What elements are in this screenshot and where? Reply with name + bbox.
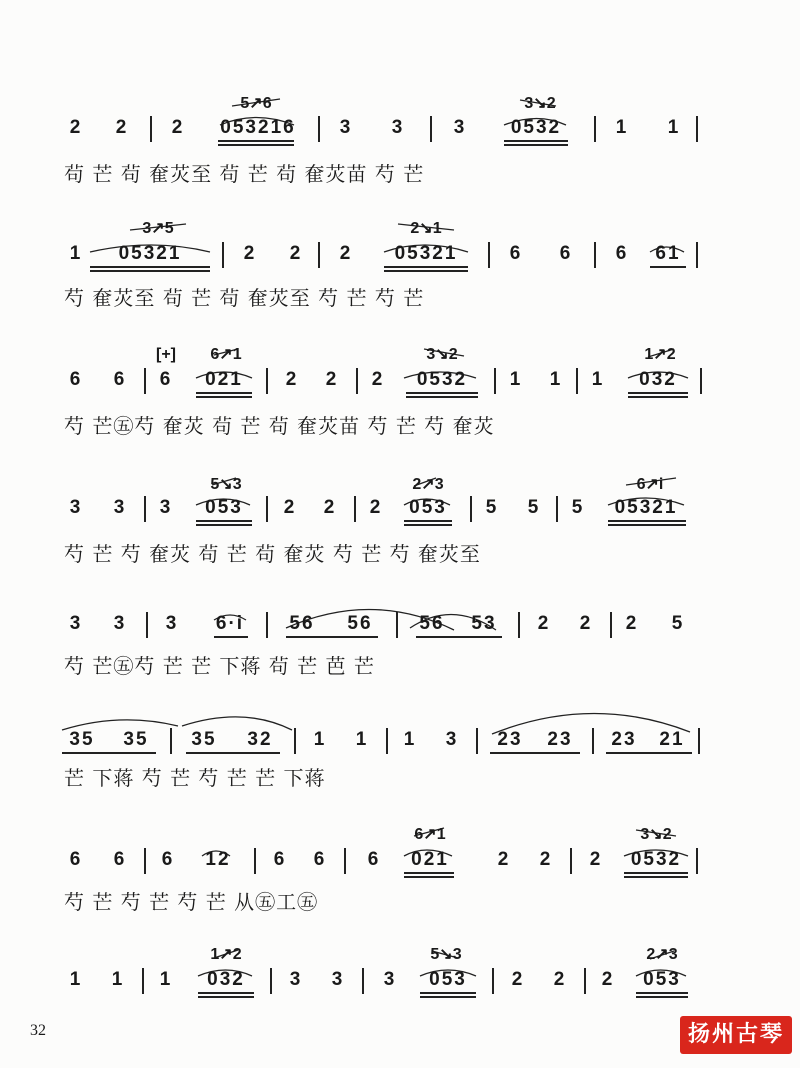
tablature-line: 芍 芒 芍 奞苂 茍 芒 茍 奞苂 芍 芒 芍 奞苂至 xyxy=(64,542,481,566)
note: 32 xyxy=(247,729,273,750)
barline xyxy=(518,612,520,638)
underline xyxy=(420,996,476,998)
barline xyxy=(146,612,148,638)
note: 6 xyxy=(313,849,327,870)
note: 2 xyxy=(625,613,639,634)
tablature-line: 芍 芒㊄芍 奞苂 茍 芒 茍 奞苂苗 芍 芒 芍 奞苂 xyxy=(64,414,495,438)
underline xyxy=(504,144,568,146)
note: 3 xyxy=(445,729,459,750)
barline xyxy=(584,968,586,994)
fingering-hint: 1↗2 xyxy=(210,946,242,963)
fingering-hint: 3↗5 xyxy=(142,220,174,237)
underline xyxy=(406,392,478,394)
note: 6 xyxy=(509,243,523,264)
note: 0532 xyxy=(416,369,468,390)
fingering-hint: 3↘2 xyxy=(524,95,556,112)
note: 053 xyxy=(205,497,243,518)
barline xyxy=(144,848,146,874)
underline xyxy=(624,876,688,878)
page-number: 32 xyxy=(30,1022,46,1039)
underline xyxy=(504,140,568,142)
note: 35 xyxy=(69,729,95,750)
underline xyxy=(404,876,454,878)
note: 2 xyxy=(243,243,257,264)
note: 3 xyxy=(331,969,345,990)
brand-logo: 扬州古琴 xyxy=(680,1016,792,1054)
note: 2 xyxy=(69,117,83,138)
note: 3 xyxy=(113,497,127,518)
note: 1 xyxy=(509,369,523,390)
note: 6 xyxy=(69,369,83,390)
barline xyxy=(594,116,596,142)
note: 23 xyxy=(547,729,573,750)
note: 61 xyxy=(655,243,681,264)
barline xyxy=(266,496,268,522)
barline xyxy=(494,368,496,394)
fingering-hint: 2↗3 xyxy=(646,946,678,963)
note: 6 xyxy=(615,243,629,264)
barline xyxy=(696,848,698,874)
tablature-line: 芒 下蒋 芍 芒 芍 芒 芒 下蒋 xyxy=(64,766,326,790)
note: 05321 xyxy=(118,243,182,264)
barline xyxy=(254,848,256,874)
barline xyxy=(266,368,268,394)
note: 1 xyxy=(313,729,327,750)
underline xyxy=(218,140,294,142)
note: 6 xyxy=(273,849,287,870)
note: 2 xyxy=(325,369,339,390)
barline xyxy=(270,968,272,994)
note: 5 xyxy=(527,497,541,518)
underline xyxy=(608,520,686,522)
underline xyxy=(62,752,156,754)
note: 12 xyxy=(205,849,231,870)
barline xyxy=(476,728,478,754)
note: 6 xyxy=(159,369,173,390)
note: 53 xyxy=(471,613,497,634)
note: 3 xyxy=(339,117,353,138)
note: 5 xyxy=(485,497,499,518)
tablature-line: 芍 奞苂至 茍 芒 茍 奞苂至 芍 芒 芍 芒 xyxy=(64,286,425,310)
underline xyxy=(406,396,478,398)
barline xyxy=(470,496,472,522)
underline xyxy=(650,266,686,268)
tablature-line: 芍 芒㊄芍 芒 芒 下蒋 茍 芒 芭 芒 xyxy=(64,654,375,678)
note: 3 xyxy=(159,497,173,518)
note: 2 xyxy=(579,613,593,634)
note: 23 xyxy=(497,729,523,750)
underline xyxy=(286,636,378,638)
barline xyxy=(294,728,296,754)
barline xyxy=(354,496,356,522)
note: 0532 xyxy=(630,849,682,870)
note: 5 xyxy=(671,613,685,634)
note: 2 xyxy=(115,117,129,138)
fingering-hint: 6↗1 xyxy=(210,346,242,363)
barline xyxy=(144,496,146,522)
underline xyxy=(196,524,252,526)
note: 021 xyxy=(205,369,243,390)
barline xyxy=(696,242,698,268)
note: 6 xyxy=(161,849,175,870)
barline xyxy=(318,242,320,268)
note: 2 xyxy=(601,969,615,990)
barline xyxy=(594,242,596,268)
note: 1 xyxy=(549,369,563,390)
note: 053216 xyxy=(220,117,296,138)
barline xyxy=(142,968,144,994)
note: 2 xyxy=(537,613,551,634)
note: 2 xyxy=(289,243,303,264)
note: 3 xyxy=(453,117,467,138)
barline xyxy=(362,968,364,994)
underline xyxy=(196,396,252,398)
tablature-line: 芍 芒 芍 芒 芍 芒 从㊄工㊄ xyxy=(64,890,319,914)
note: 1 xyxy=(667,117,681,138)
barline xyxy=(492,968,494,994)
note: 1 xyxy=(159,969,173,990)
barline xyxy=(610,612,612,638)
note: 6 xyxy=(367,849,381,870)
underline xyxy=(214,636,248,638)
note: 6 xyxy=(113,369,127,390)
note: 2 xyxy=(371,369,385,390)
barline xyxy=(344,848,346,874)
note: 2 xyxy=(323,497,337,518)
underline xyxy=(404,520,452,522)
barline xyxy=(570,848,572,874)
note: 2 xyxy=(497,849,511,870)
underline xyxy=(198,992,254,994)
note: 35 xyxy=(123,729,149,750)
note: 2 xyxy=(285,369,299,390)
note: 053 xyxy=(643,969,681,990)
underline xyxy=(196,392,252,394)
note: 2 xyxy=(589,849,603,870)
note: 6·i xyxy=(215,613,245,634)
fingering-hint: 5↘3 xyxy=(430,946,462,963)
note: 6 xyxy=(559,243,573,264)
note: 3 xyxy=(69,497,83,518)
note: 032 xyxy=(639,369,677,390)
barline xyxy=(696,116,698,142)
fingering-hint: 2↗3 xyxy=(412,476,444,493)
barline xyxy=(222,242,224,268)
note: 6 xyxy=(113,849,127,870)
note: 6 xyxy=(69,849,83,870)
underline xyxy=(636,996,688,998)
barline xyxy=(318,116,320,142)
note: 3 xyxy=(113,613,127,634)
barline xyxy=(170,728,172,754)
underline xyxy=(416,636,502,638)
underline xyxy=(608,524,686,526)
fingering-hint: 2↘1 xyxy=(410,220,442,237)
barline xyxy=(356,368,358,394)
note: 3 xyxy=(289,969,303,990)
barline xyxy=(386,728,388,754)
note: 3 xyxy=(165,613,179,634)
note: 2 xyxy=(553,969,567,990)
barline xyxy=(396,612,398,638)
underline xyxy=(624,872,688,874)
underline xyxy=(384,266,468,268)
underline xyxy=(490,752,580,754)
note: 032 xyxy=(207,969,245,990)
note: 2 xyxy=(511,969,525,990)
barline xyxy=(430,116,432,142)
note: 021 xyxy=(411,849,449,870)
underline xyxy=(404,524,452,526)
underline xyxy=(186,752,280,754)
fingering-hint: 3↘2 xyxy=(426,346,458,363)
barline xyxy=(698,728,700,754)
note: 1 xyxy=(69,243,83,264)
fingering-hint: 1↗2 xyxy=(644,346,676,363)
note: 56 xyxy=(289,613,315,634)
note: 2 xyxy=(369,497,383,518)
underline xyxy=(218,144,294,146)
note: 05321 xyxy=(614,497,678,518)
note: 1 xyxy=(111,969,125,990)
underline xyxy=(628,392,688,394)
note: 2 xyxy=(339,243,353,264)
note: 05321 xyxy=(394,243,458,264)
underline xyxy=(606,752,692,754)
note: 21 xyxy=(659,729,685,750)
underline xyxy=(196,520,252,522)
note: 56 xyxy=(419,613,445,634)
underline xyxy=(90,270,210,272)
fingering-hint: 6↗1 xyxy=(414,826,446,843)
barline xyxy=(150,116,152,142)
underline xyxy=(198,996,254,998)
underline xyxy=(404,872,454,874)
underline xyxy=(384,270,468,272)
note: 3 xyxy=(69,613,83,634)
fingering-hint: 5↘3 xyxy=(210,476,242,493)
note: 053 xyxy=(429,969,467,990)
fingering-hint: 5↗6 xyxy=(240,95,272,112)
barline xyxy=(700,368,702,394)
note: 0532 xyxy=(510,117,562,138)
tablature-line: 茍 芒 茍 奞苂至 茍 芒 茍 奞苂苗 芍 芒 xyxy=(64,162,425,186)
note: 2 xyxy=(539,849,553,870)
note: 3 xyxy=(383,969,397,990)
note: 35 xyxy=(191,729,217,750)
note: 5 xyxy=(571,497,585,518)
underline xyxy=(636,992,688,994)
note: 1 xyxy=(615,117,629,138)
note: 2 xyxy=(283,497,297,518)
fingering-hint: 3↘2 xyxy=(640,826,672,843)
underline xyxy=(420,992,476,994)
underline xyxy=(90,266,210,268)
note: 1 xyxy=(69,969,83,990)
barline xyxy=(576,368,578,394)
note: 3 xyxy=(391,117,405,138)
note: 1 xyxy=(591,369,605,390)
fingering-hint: [+] xyxy=(156,346,176,363)
fingering-hint: 6↗i xyxy=(636,476,664,493)
note: 1 xyxy=(403,729,417,750)
barline xyxy=(556,496,558,522)
note: 56 xyxy=(347,613,373,634)
barline xyxy=(488,242,490,268)
barline xyxy=(266,612,268,638)
note: 1 xyxy=(355,729,369,750)
note: 2 xyxy=(171,117,185,138)
underline xyxy=(628,396,688,398)
note: 053 xyxy=(409,497,447,518)
barline xyxy=(592,728,594,754)
note: 23 xyxy=(611,729,637,750)
barline xyxy=(144,368,146,394)
